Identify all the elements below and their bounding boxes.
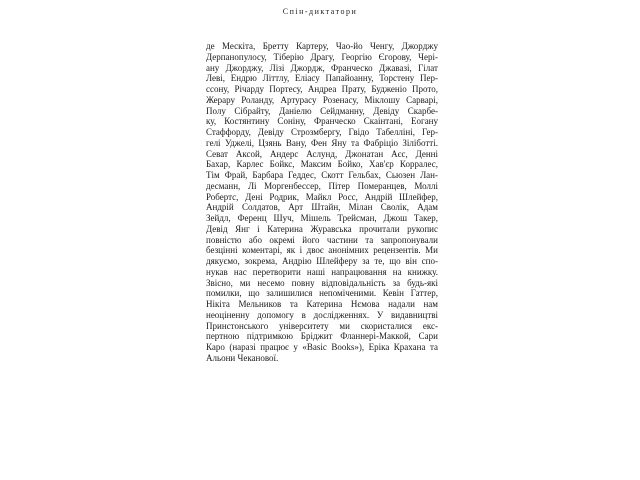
text-line: ану Джорджу, Лізі Джордж, Франческо Джавазі, Гілат xyxy=(206,62,438,73)
running-head: Спін-диктатори xyxy=(282,7,358,16)
text-line: Альони Чеканової. xyxy=(206,352,279,363)
text-line: десманн, Лі Моргенбессер, Пітер Померанцев, Моллі xyxy=(206,180,438,191)
text-line: Нікіта Мельников та Катерина Нємова надали нам xyxy=(206,299,438,309)
text-line: нукав нас перетворити наші напрацювання на книжку. xyxy=(206,266,438,277)
text-line: Стаффорду, Девіду Строзмбергу, Гвідо Табелліні, Гер- xyxy=(206,127,438,137)
text-line: Бахар, Карлес Бойкс, Максим Бойко, Хав'єр Корралес, xyxy=(206,159,438,170)
text-line: ссону, Річарду Портесу, Андреа Прату, Будженіо Прото, xyxy=(206,84,438,94)
text-line: гелі Уджелі, Цзянь Вану, Фен Яну та Фабріціо Зіліботті. xyxy=(206,137,438,148)
text-line: Леві, Ендрю Літтлу, Еліасу Папайоанну, Торстену Пер- xyxy=(206,73,438,84)
text-line: Звісно, ми несемо повну відповідальність за будь-які xyxy=(206,277,438,288)
text-line: неоціненну допомогу в дослідженнях. У видавництві xyxy=(206,309,438,320)
text-line: де Мескіта, Бретту Картеру, Чао-йо Ченгу, Джорджу xyxy=(206,41,438,51)
text-line: повністю або окремі його частини та запропонували xyxy=(206,234,438,245)
text-line: ку, Костянтину Соніну, Франческо Скаінтані, Еогану xyxy=(206,116,438,127)
text-line: помилки, що залишилися непоміченими. Кевін Гаттер, xyxy=(206,288,438,299)
text-line: безцінні коментарі, як і двоє анонімних рецензентів. Ми xyxy=(206,245,438,256)
text-line: Андрій Солдатов, Арт Штайн, Мілан Сволік, Адам xyxy=(206,202,438,213)
text-line: Каро (наразі працює у «Basic Books»), Еріка Крахана та xyxy=(206,342,438,352)
text-line: дякуємо, зокрема, Андрію Шлейферу за те, що він спо- xyxy=(206,256,438,266)
text-line: Зейдл, Ференц Шуч, Мішель Трейсман, Джош Такер, xyxy=(206,213,438,223)
text-line: Севат Аксой, Андерс Аслунд, Джонатан Аєс, Денні xyxy=(206,148,438,159)
text-line: Принстонського університету ми скористалися екс- xyxy=(206,320,438,331)
text-line: пертною підтримкою Бріджит Фланнері-Маккой, Сари xyxy=(206,331,438,342)
text-line: Жерару Роланду, Артурасу Розенасу, Міклошу Сарварі, xyxy=(206,94,438,105)
text-line: Дерпанопулосу, Тіберію Драгу, Георгію Єгорову, Чері- xyxy=(206,51,438,62)
body-text xyxy=(206,41,438,364)
text-line: Полу Сібрайту, Даніелю Сейдманну, Девіду Скарбе- xyxy=(206,105,438,116)
text-line: Тім Фрай, Барбара Геддес, Скотт Гельбах, Сьюзен Лан- xyxy=(206,170,438,180)
text-line: Робертс, Дені Родрик, Майкл Росс, Андрій Шлейфер, xyxy=(206,191,438,202)
text-line: Девід Янг і Катерина Журавська прочитали рукопис xyxy=(206,223,438,234)
